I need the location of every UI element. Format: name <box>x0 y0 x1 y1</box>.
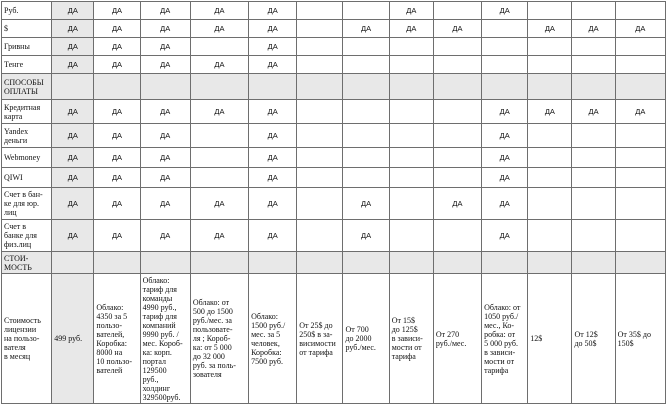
table-cell <box>482 100 528 124</box>
table-cell <box>249 188 297 220</box>
table-cell <box>140 124 190 148</box>
table-cell <box>389 124 433 148</box>
section-cell <box>482 74 528 100</box>
table-cell <box>433 148 481 168</box>
table-cell <box>482 2 528 20</box>
row-label-text: Руб. <box>4 6 19 15</box>
table-cell <box>190 124 248 148</box>
table-cell-text: ДА <box>214 231 225 240</box>
table-cell <box>94 188 140 220</box>
table-cell-text: ДА <box>267 42 278 51</box>
row-label <box>2 100 52 124</box>
table-cell <box>615 188 665 220</box>
section-cell <box>140 74 190 100</box>
section-cell <box>52 74 94 100</box>
section-cell <box>433 252 481 274</box>
table-cell <box>140 2 190 20</box>
table-cell <box>343 2 389 20</box>
table-cell <box>389 188 433 220</box>
section-cell <box>52 252 94 274</box>
table-cell <box>528 20 572 38</box>
table-cell-text: ДА <box>214 60 225 69</box>
table-cell <box>482 20 528 38</box>
price-cell-text: От 700 до 2000 руб./мес. <box>345 325 376 352</box>
table-cell <box>528 124 572 148</box>
table-cell <box>140 148 190 168</box>
price-cell-text: Облако: 1500 руб./ мес. за 5 человек, Коробка: 7500 руб. <box>251 311 286 366</box>
table-cell <box>249 220 297 252</box>
row-label <box>2 168 52 188</box>
table-cell-text: ДА <box>406 24 417 33</box>
table-cell <box>433 38 481 56</box>
table-row <box>2 100 666 124</box>
row-label <box>2 188 52 220</box>
section-cell <box>343 252 389 274</box>
table-cell <box>572 56 615 74</box>
table-cell-text: ДА <box>267 107 278 116</box>
table-row <box>2 220 666 252</box>
table-cell <box>343 20 389 38</box>
table-cell <box>190 2 248 20</box>
table-cell <box>297 168 343 188</box>
table-cell <box>528 188 572 220</box>
table-cell <box>249 124 297 148</box>
row-label <box>2 38 52 56</box>
table-cell-text: ДА <box>635 107 646 116</box>
table-cell <box>94 38 140 56</box>
table-cell <box>615 38 665 56</box>
table-row <box>2 188 666 220</box>
table-row <box>2 2 666 20</box>
table-cell-text: ДА <box>214 107 225 116</box>
table-cell-text: ДА <box>67 42 78 51</box>
table-cell <box>572 168 615 188</box>
section-cell <box>297 252 343 274</box>
row-label <box>2 56 52 74</box>
table-cell-text: ДА <box>67 60 78 69</box>
price-cell-text: Облако: от 500 до 1500 руб./мес. за пользовате- ля ; Короб- ка: от 5 000 до 32 000 руб. за поль- зователя <box>192 298 236 379</box>
table-cell <box>94 100 140 124</box>
table-cell-text: ДА <box>160 153 171 162</box>
table-cell <box>528 56 572 74</box>
table-cell <box>528 2 572 20</box>
table-cell <box>482 220 528 252</box>
table-cell <box>94 148 140 168</box>
row-label-text: Счет в бан- ке для юр. лиц <box>4 190 43 217</box>
table-cell-text: ДА <box>111 199 123 208</box>
section-title <box>2 74 52 100</box>
table-cell <box>615 20 665 38</box>
price-cell-text: От 35$ до 150$ <box>617 329 651 348</box>
table-cell <box>482 124 528 148</box>
table-cell-text: ДА <box>452 199 463 208</box>
table-cell-text: ДА <box>160 231 171 240</box>
table-cell <box>52 124 94 148</box>
price-cell-text: Облако: тариф для команды 4990 руб., тариф для компаний 9990 руб. / мес. Короб- ка: корп. портал 129500 руб., холдинг 329500руб. <box>142 275 183 402</box>
section-cell <box>343 74 389 100</box>
table-cell <box>482 168 528 188</box>
table-cell <box>249 38 297 56</box>
table-cell <box>572 38 615 56</box>
table-cell-text: ДА <box>267 60 278 69</box>
table-cell-text: ДА <box>160 173 171 182</box>
table-cell <box>433 2 481 20</box>
table-cell <box>52 56 94 74</box>
table-cell-text: ДА <box>361 24 372 33</box>
table-cell <box>190 168 248 188</box>
table-cell <box>190 56 248 74</box>
table-cell-text: ДА <box>588 107 599 116</box>
table-cell <box>297 188 343 220</box>
table-cell <box>433 100 481 124</box>
table-cell <box>190 100 248 124</box>
table-cell-text: ДА <box>111 42 123 51</box>
table-cell <box>528 148 572 168</box>
price-cell <box>52 274 94 404</box>
price-cell <box>433 274 481 404</box>
table-cell <box>297 38 343 56</box>
table-cell <box>615 56 665 74</box>
table-cell-text: ДА <box>160 42 171 51</box>
table-cell <box>389 38 433 56</box>
table-cell-text: ДА <box>267 173 278 182</box>
section-cell <box>249 74 297 100</box>
table-cell-text: ДА <box>499 231 510 240</box>
table-cell <box>433 124 481 148</box>
table-cell <box>190 220 248 252</box>
table-cell <box>389 56 433 74</box>
table-cell <box>572 188 615 220</box>
table-cell <box>52 188 94 220</box>
price-cell <box>249 274 297 404</box>
row-label <box>2 148 52 168</box>
table-cell-text: ДА <box>588 24 599 33</box>
section-cell <box>528 252 572 274</box>
table-cell-text: ДА <box>111 107 123 116</box>
price-cell <box>389 274 433 404</box>
row-label-text: Webmoney <box>4 153 41 162</box>
table-cell-text: ДА <box>267 199 278 208</box>
cost-row <box>2 274 666 404</box>
row-label-text: Гривны <box>4 42 30 51</box>
table-cell <box>140 168 190 188</box>
section-cell <box>615 252 665 274</box>
table-cell-text: ДА <box>499 173 510 182</box>
table-cell <box>528 220 572 252</box>
table-cell-text: ДА <box>361 199 372 208</box>
price-cell-text: От 270 руб./мес. <box>435 329 467 348</box>
table-cell <box>433 220 481 252</box>
price-cell <box>482 274 528 404</box>
table-cell-text: ДА <box>267 24 278 33</box>
section-cell <box>94 74 140 100</box>
price-cell <box>528 274 572 404</box>
row-label <box>2 124 52 148</box>
table-cell <box>297 220 343 252</box>
section-cell <box>389 252 433 274</box>
row-label <box>2 2 52 20</box>
table-cell-text: ДА <box>499 199 510 208</box>
row-label-text: $ <box>4 24 8 33</box>
table-cell-text: ДА <box>635 24 646 33</box>
table-cell <box>140 220 190 252</box>
table-cell-text: ДА <box>214 6 225 15</box>
table-cell <box>140 38 190 56</box>
table-cell <box>249 168 297 188</box>
table-cell <box>297 124 343 148</box>
table-cell <box>94 168 140 188</box>
price-cell <box>343 274 389 404</box>
table-body <box>2 2 666 404</box>
section-cell <box>389 74 433 100</box>
table-cell <box>482 56 528 74</box>
table-cell-text: ДА <box>499 153 510 162</box>
table-cell <box>343 148 389 168</box>
table-row <box>2 124 666 148</box>
table-cell <box>389 100 433 124</box>
table-cell <box>572 100 615 124</box>
table-cell <box>52 100 94 124</box>
section-row <box>2 74 666 100</box>
table-cell <box>190 20 248 38</box>
table-cell <box>433 56 481 74</box>
section-cell <box>190 252 248 274</box>
table-cell-text: ДА <box>499 6 510 15</box>
table-cell <box>528 38 572 56</box>
table-cell-text: ДА <box>160 24 171 33</box>
table-cell <box>343 188 389 220</box>
table-cell-text: ДА <box>111 131 123 140</box>
table-cell-text: ДА <box>406 6 417 15</box>
table-cell <box>615 2 665 20</box>
row-label-text: Yandex деньги <box>4 126 29 145</box>
table-cell <box>433 188 481 220</box>
table-cell-text: ДА <box>111 24 123 33</box>
table-cell <box>190 148 248 168</box>
section-cell <box>482 252 528 274</box>
section-cell <box>433 74 481 100</box>
price-cell-text: 499 руб. <box>54 334 83 343</box>
table-cell-text: ДА <box>111 231 123 240</box>
table-cell-text: ДА <box>111 173 123 182</box>
table-cell <box>528 168 572 188</box>
table-cell-text: ДА <box>67 131 78 140</box>
table-cell-text: ДА <box>67 24 78 33</box>
table-cell <box>297 2 343 20</box>
table-row <box>2 148 666 168</box>
table-cell-text: ДА <box>160 199 171 208</box>
table-cell-text: ДА <box>267 231 278 240</box>
table-row <box>2 56 666 74</box>
table-cell <box>249 56 297 74</box>
table-cell <box>94 20 140 38</box>
table-cell-text: ДА <box>267 6 278 15</box>
table-cell <box>572 2 615 20</box>
table-cell <box>343 124 389 148</box>
table-cell-text: ДА <box>67 107 78 116</box>
section-cell <box>140 252 190 274</box>
table-row <box>2 168 666 188</box>
table-cell <box>249 20 297 38</box>
table-cell-text: ДА <box>544 107 555 116</box>
table-cell <box>249 148 297 168</box>
table-cell-text: ДА <box>214 24 225 33</box>
table-cell-text: ДА <box>67 199 78 208</box>
table-cell-text: ДА <box>67 173 78 182</box>
section-cell <box>190 74 248 100</box>
price-cell <box>572 274 615 404</box>
table-cell <box>615 148 665 168</box>
table-cell <box>572 220 615 252</box>
price-cell <box>297 274 343 404</box>
price-cell-text: Облако: от 1050 руб./ мес., Ко- робка: от 5 000 руб. в зависи- мости от тарифа <box>484 302 521 375</box>
table-cell-text: ДА <box>111 60 123 69</box>
table-cell <box>343 56 389 74</box>
table-cell-text: ДА <box>111 6 123 15</box>
table-cell-text: ДА <box>452 24 463 33</box>
table-cell <box>94 56 140 74</box>
cost-label <box>2 274 52 404</box>
price-cell-text: От 12$ до 50$ <box>574 329 598 348</box>
cost-label-text: Стоимость лицензии на пользо- вателя в месяц <box>4 316 41 361</box>
price-cell-text: От 15$ до 125$ в зависи- мости от тарифа <box>391 316 423 361</box>
table-cell <box>140 100 190 124</box>
table-cell-text: ДА <box>499 107 510 116</box>
table-cell <box>482 148 528 168</box>
section-title <box>2 252 52 274</box>
price-cell-text: 12$ <box>530 334 543 343</box>
table-cell <box>140 20 190 38</box>
price-cell <box>140 274 190 404</box>
section-cell <box>249 252 297 274</box>
section-cell <box>615 74 665 100</box>
table-cell <box>249 2 297 20</box>
section-cell <box>297 74 343 100</box>
table-cell-text: ДА <box>67 6 78 15</box>
table-cell-text: ДА <box>361 231 372 240</box>
table-cell <box>389 2 433 20</box>
table-cell <box>433 20 481 38</box>
table-cell <box>52 2 94 20</box>
table-row <box>2 20 666 38</box>
table-cell <box>297 100 343 124</box>
table-cell <box>94 124 140 148</box>
table-cell <box>615 124 665 148</box>
row-label-text: Тенге <box>4 60 24 69</box>
table-cell <box>482 38 528 56</box>
table-cell <box>52 20 94 38</box>
section-title-text: СПОСОБЫ ОПЛАТЫ <box>4 77 44 96</box>
table-cell <box>615 100 665 124</box>
table-cell <box>297 20 343 38</box>
table-cell <box>572 124 615 148</box>
section-cell <box>572 252 615 274</box>
table-cell <box>343 168 389 188</box>
table-cell <box>615 220 665 252</box>
table-cell <box>52 38 94 56</box>
table-cell <box>528 100 572 124</box>
table-cell <box>389 20 433 38</box>
table-row <box>2 38 666 56</box>
table-cell <box>140 188 190 220</box>
table-cell-text: ДА <box>67 153 78 162</box>
table-cell-text: ДА <box>544 24 555 33</box>
row-label <box>2 20 52 38</box>
table-cell-text: ДА <box>499 131 510 140</box>
table-cell <box>190 38 248 56</box>
section-cell <box>528 74 572 100</box>
table-cell-text: ДА <box>160 60 171 69</box>
table-cell <box>249 100 297 124</box>
price-cell <box>94 274 140 404</box>
table-cell <box>482 188 528 220</box>
table-cell-text: ДА <box>160 107 171 116</box>
row-label-text: Счет в банке для физ.лиц <box>4 222 37 249</box>
table-cell <box>52 168 94 188</box>
table-cell <box>433 168 481 188</box>
table-cell <box>572 20 615 38</box>
table-cell <box>94 2 140 20</box>
row-label-text: Кредитная карта <box>4 102 41 121</box>
table-cell <box>297 56 343 74</box>
table-cell-text: ДА <box>67 231 78 240</box>
table-cell-text: ДА <box>267 153 278 162</box>
price-cell-text: Облако: 4350 за 5 пользо- вателей, Коробка: 8000 на 10 пользо- вателей <box>96 302 132 375</box>
table-cell <box>389 168 433 188</box>
table-cell-text: ДА <box>160 6 171 15</box>
table-cell <box>343 220 389 252</box>
price-cell-text: От 25$ до 250$ в за- висимости от тарифа <box>299 320 336 357</box>
table-cell <box>52 148 94 168</box>
table-cell <box>297 148 343 168</box>
table-cell <box>343 100 389 124</box>
price-cell <box>190 274 248 404</box>
section-cell <box>94 252 140 274</box>
row-label-text: QIWI <box>4 173 23 182</box>
table-cell <box>343 38 389 56</box>
comparison-table <box>1 1 666 404</box>
table-cell <box>389 148 433 168</box>
table-cell <box>52 220 94 252</box>
section-title-text: СТОИ- МОСТЬ <box>4 253 32 272</box>
table-cell-text: ДА <box>214 199 225 208</box>
row-label <box>2 220 52 252</box>
table-cell <box>572 148 615 168</box>
price-cell <box>615 274 665 404</box>
table-cell <box>94 220 140 252</box>
table-cell <box>140 56 190 74</box>
table-cell-text: ДА <box>267 131 278 140</box>
table-cell <box>389 220 433 252</box>
section-row <box>2 252 666 274</box>
section-cell <box>572 74 615 100</box>
table-cell-text: ДА <box>111 153 123 162</box>
table-cell <box>615 168 665 188</box>
table-cell-text: ДА <box>160 131 171 140</box>
table-cell <box>190 188 248 220</box>
